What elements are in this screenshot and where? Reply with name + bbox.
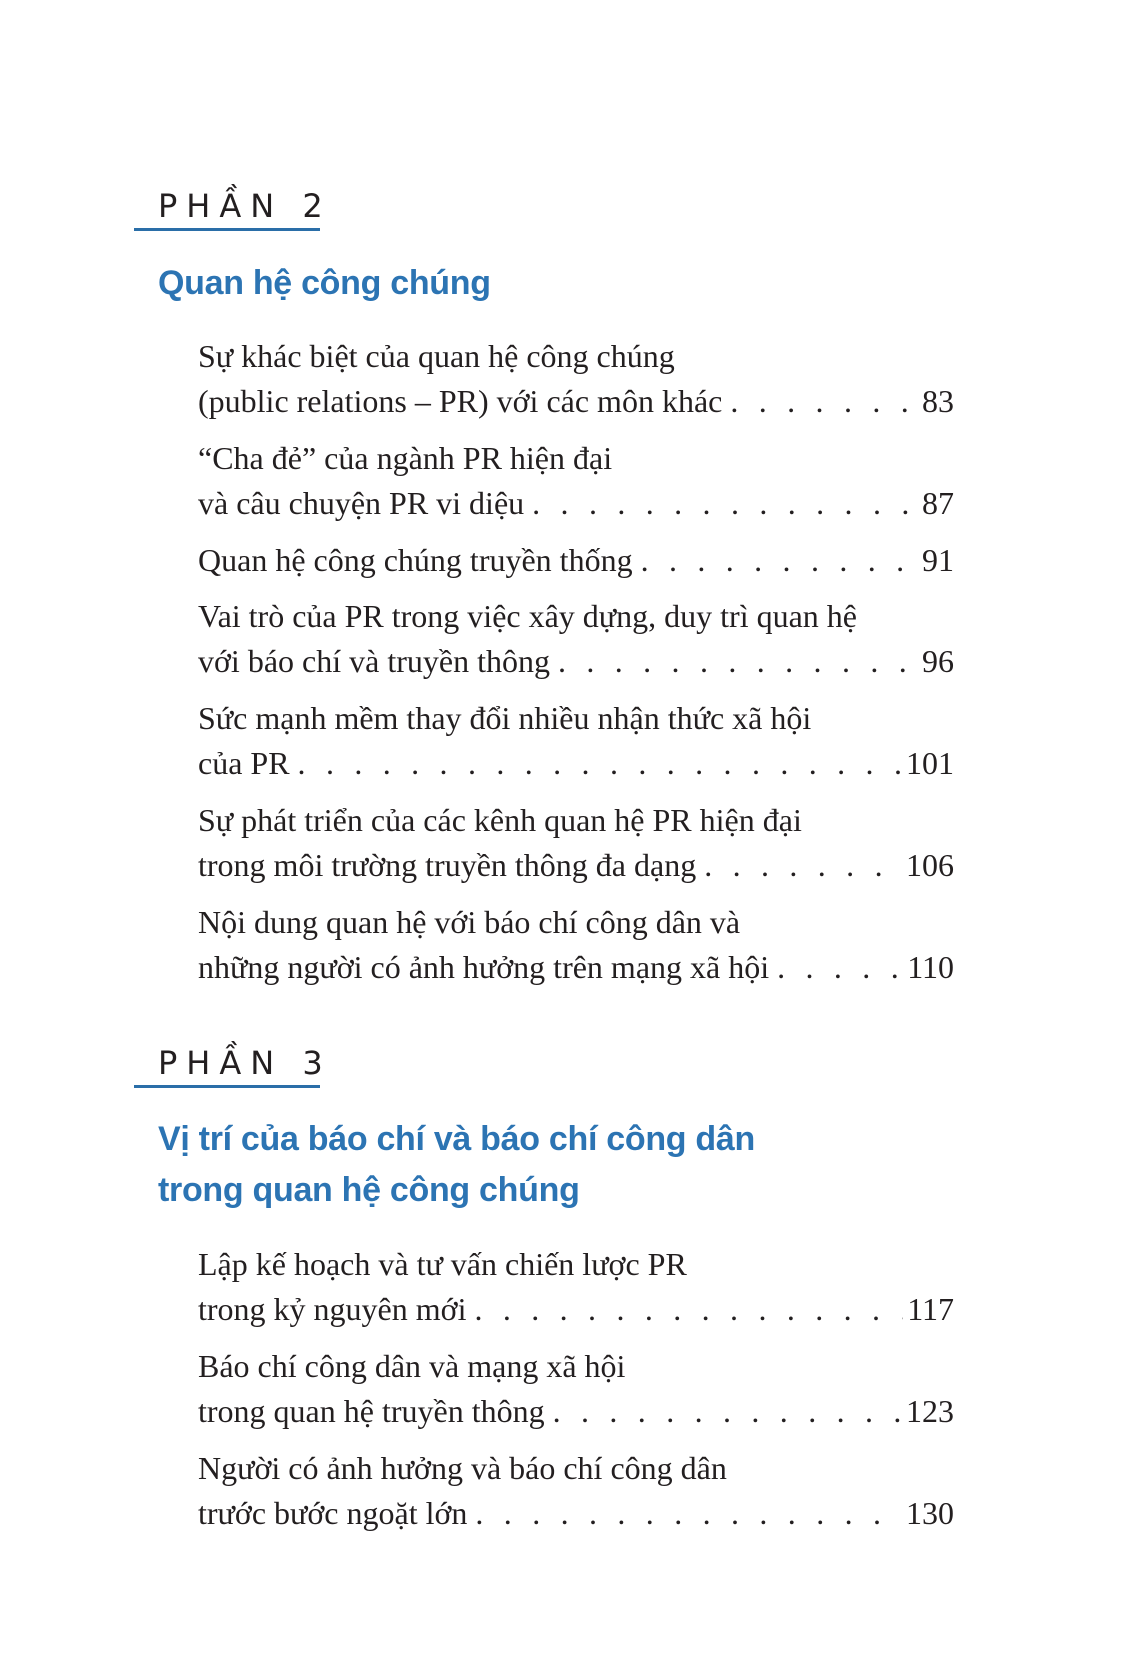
toc-entry-title-line2: trong quan hệ truyền thông <box>198 1393 545 1429</box>
toc-entry-title-line1: Người có ảnh hưởng và báo chí công dân <box>198 1450 727 1486</box>
part-3-underline <box>134 1085 320 1088</box>
part-2-title-line: Quan hệ công chúng <box>158 264 491 302</box>
toc-entry-title-line1: Báo chí công dân và mạng xã hội <box>198 1348 626 1384</box>
toc-entry-page-number: 91 <box>922 542 954 578</box>
toc-entry-page-number: 110 <box>907 949 954 985</box>
toc-entry[interactable] <box>198 900 954 990</box>
dot-leader <box>696 843 902 888</box>
toc-entry-title-line1: Vai trò của PR trong việc xây dựng, duy trì quan hệ <box>198 598 857 634</box>
toc-entry[interactable] <box>198 594 954 684</box>
toc-entry-title-line2: (public relations – PR) với các môn khác <box>198 383 723 419</box>
toc-entry[interactable] <box>198 1344 954 1434</box>
toc-entry-title-line1: Lập kế hoạch và tư vấn chiến lược PR <box>198 1246 687 1282</box>
toc-entry-page-number: 83 <box>922 383 954 419</box>
toc-entry-title-line2: của PR <box>198 745 290 781</box>
toc-entry-title-line1: Sức mạnh mềm thay đổi nhiều nhận thức xã hội <box>198 700 812 736</box>
toc-entry-title-line2: trong môi trường truyền thông đa dạng <box>198 847 697 883</box>
toc-entry-title: Quan hệ công chúng truyền thống <box>198 542 633 578</box>
toc-entry-page-number: 130 <box>906 1495 954 1531</box>
toc-entry-page-number: 117 <box>907 1291 954 1327</box>
dot-leader <box>550 639 918 684</box>
toc-entry-title-line1: Nội dung quan hệ với báo chí công dân và <box>198 904 741 940</box>
toc-entry-title-line1: Sự phát triển của các kênh quan hệ PR hiện đại <box>198 802 802 838</box>
toc-entry[interactable] <box>198 696 954 786</box>
dot-leader <box>524 481 918 526</box>
toc-entry-title-line2: trước bước ngoặt lớn <box>198 1495 468 1531</box>
toc-entry[interactable] <box>198 1446 954 1536</box>
toc-entry-page-number: 101 <box>906 745 954 781</box>
toc-entry-page-number: 123 <box>906 1393 954 1429</box>
part-2-underline <box>134 228 320 231</box>
toc-entry-page-number: 96 <box>922 643 954 679</box>
toc-entry[interactable] <box>198 798 954 888</box>
dot-leader <box>467 1491 902 1536</box>
toc-entry-title-line2: trong kỷ nguyên mới <box>198 1291 467 1327</box>
dot-leader <box>633 538 918 583</box>
part-2-label: PHẦN 2 <box>158 187 332 225</box>
toc-entry[interactable] <box>198 538 954 583</box>
dot-leader <box>722 379 918 424</box>
toc-entry-page-number: 106 <box>906 847 954 883</box>
part-3-label: PHẦN 3 <box>158 1044 332 1082</box>
part-3-title-line: trong quan hệ công chúng <box>158 1171 580 1209</box>
part-3-title-line: Vị trí của báo chí và báo chí công dân <box>158 1120 755 1158</box>
part-3-title <box>158 1114 978 1216</box>
dot-leader <box>769 945 903 990</box>
toc-entry-page-number: 87 <box>922 485 954 521</box>
toc-entry-title-line1: Sự khác biệt của quan hệ công chúng <box>198 338 675 374</box>
toc-entry-title-line2: và câu chuyện PR vi diệu <box>198 485 525 521</box>
toc-entry-title-line2: những người có ảnh hưởng trên mạng xã hội <box>198 949 770 985</box>
toc-entry[interactable] <box>198 1242 954 1332</box>
dot-leader <box>545 1389 902 1434</box>
part-2-title <box>158 258 978 309</box>
toc-entry[interactable] <box>198 436 954 526</box>
toc-entry-title-line2: với báo chí và truyền thông <box>198 643 550 679</box>
dot-leader <box>290 741 902 786</box>
dot-leader <box>466 1287 903 1332</box>
toc-entry[interactable] <box>198 334 954 424</box>
toc-entry-title-line1: “Cha đẻ” của ngành PR hiện đại <box>198 440 613 476</box>
